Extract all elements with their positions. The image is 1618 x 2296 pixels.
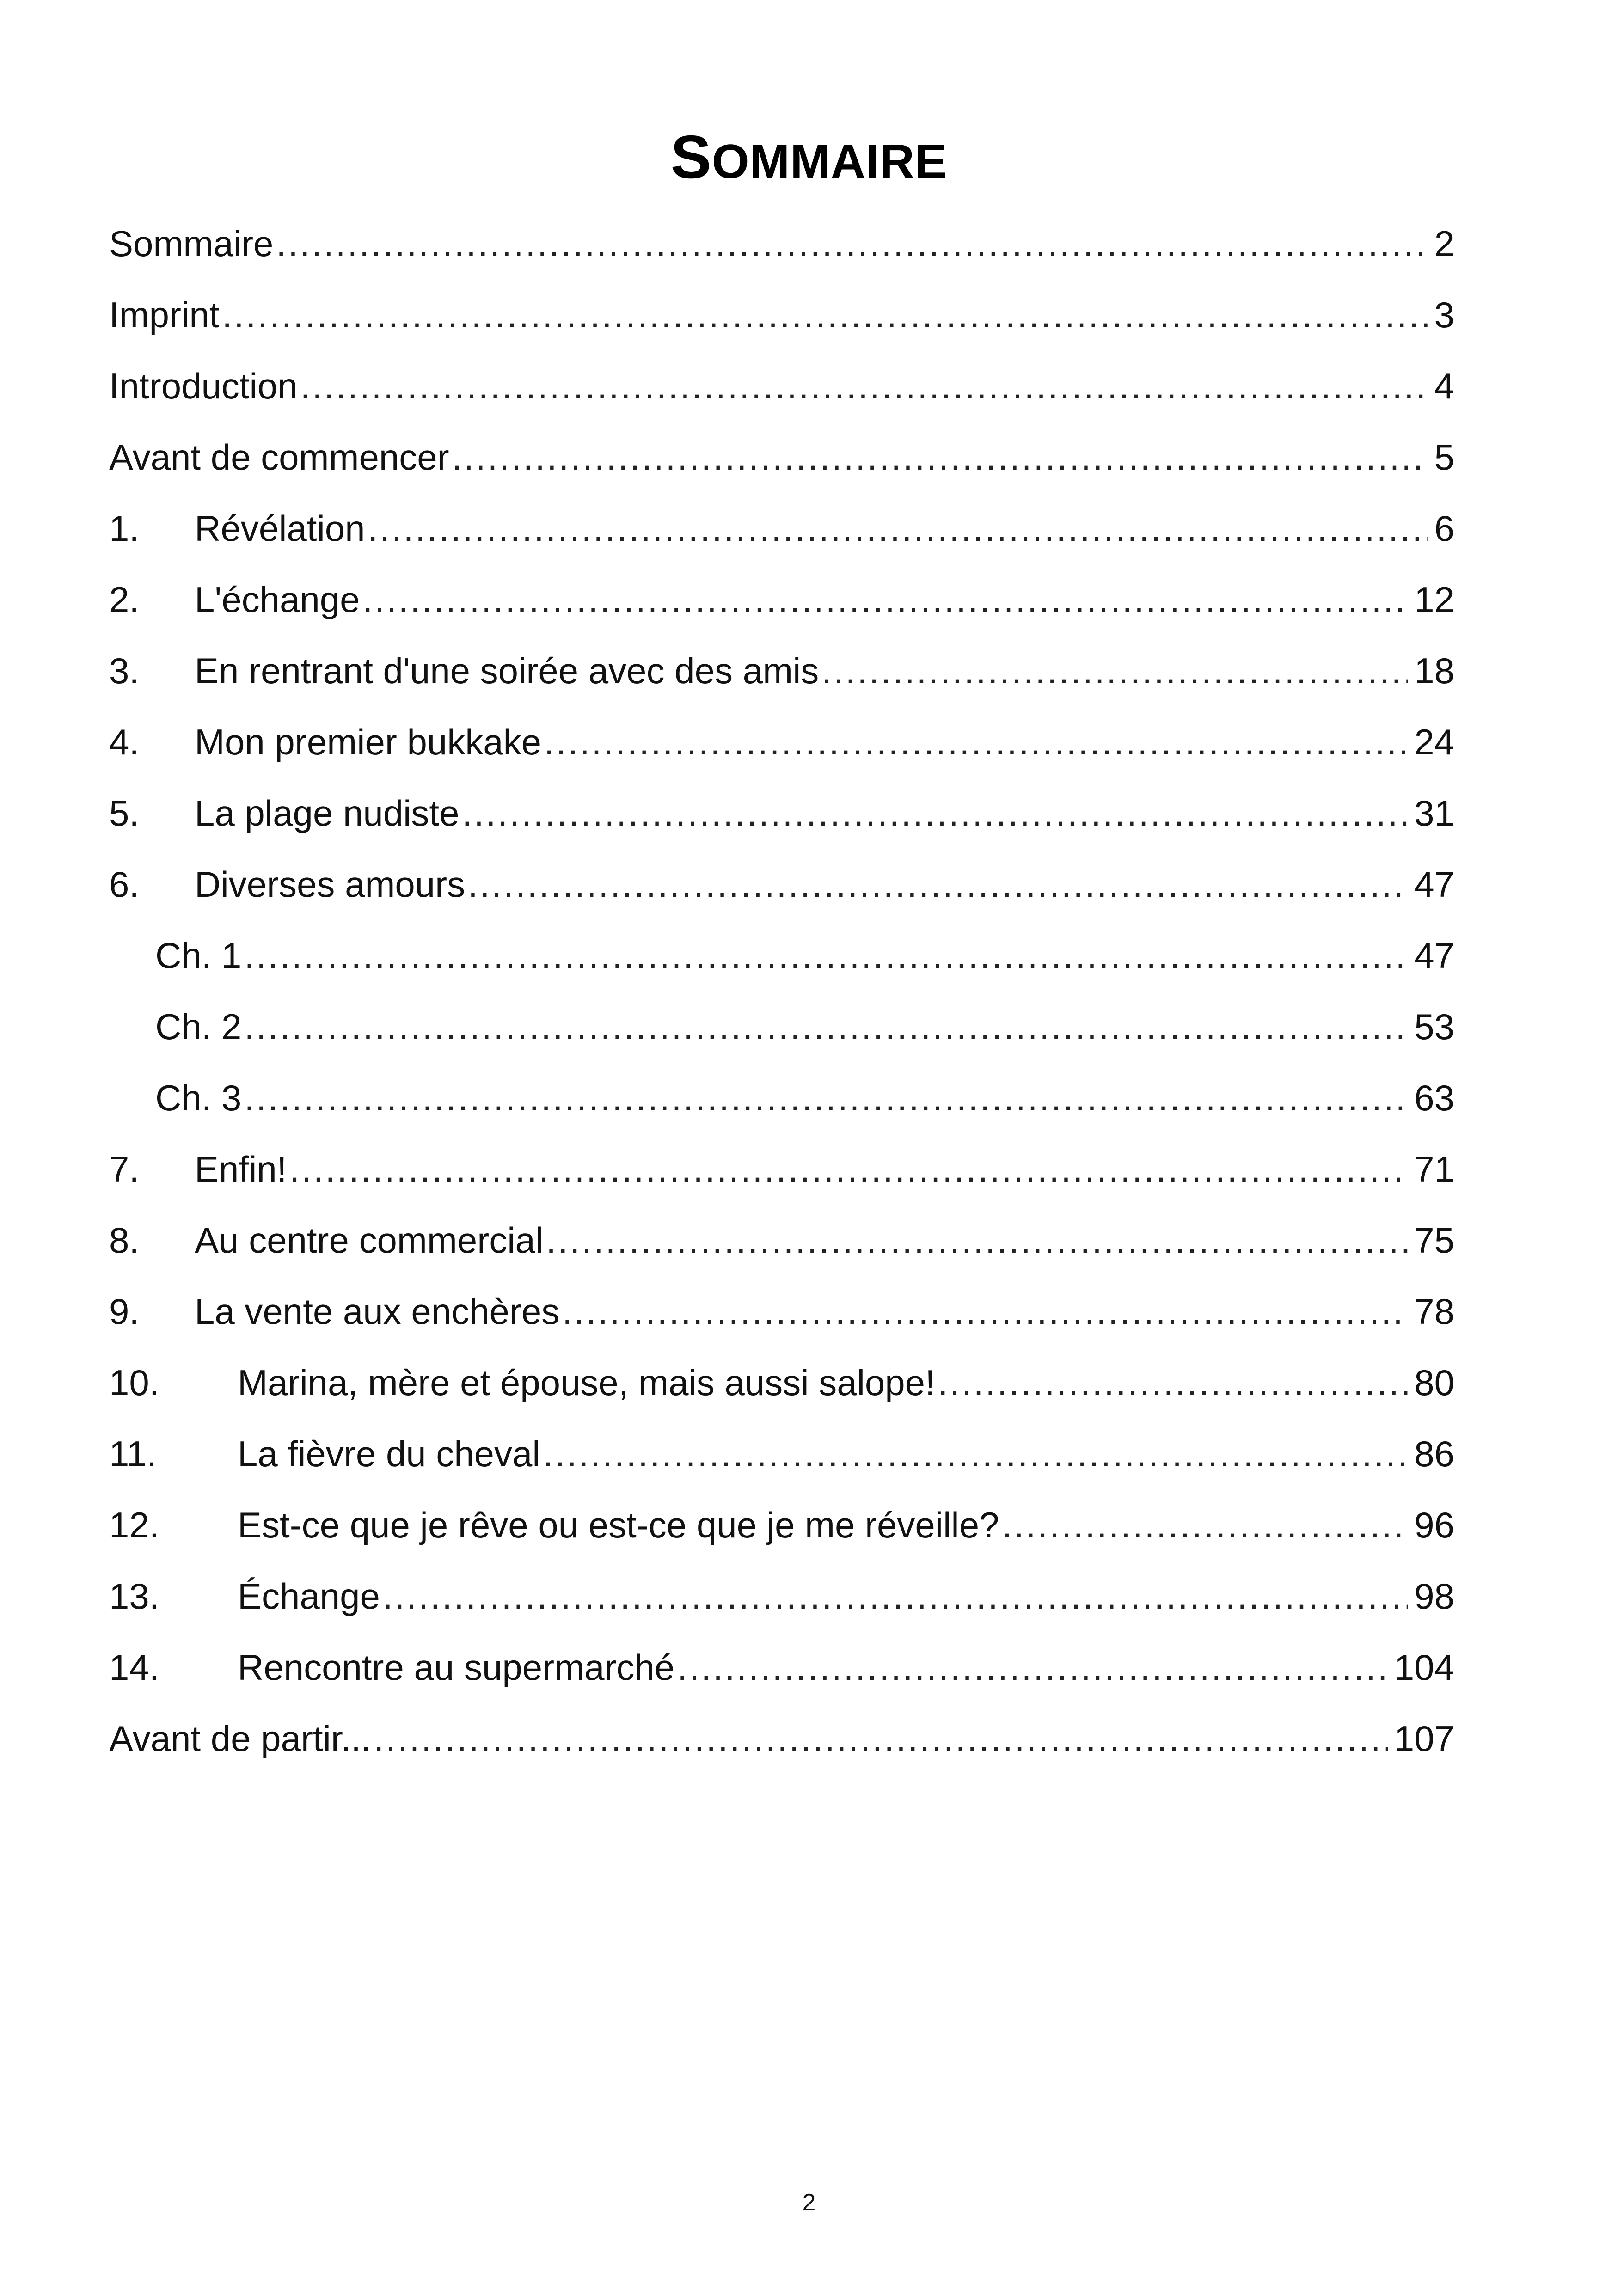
toc-dot-leader: [543, 1418, 1408, 1489]
toc-dot-leader: [222, 279, 1428, 350]
toc-entry[interactable]: [109, 493, 1454, 564]
toc-entry-line: [238, 1561, 1454, 1632]
toc-entry-page-number: 6: [1434, 508, 1454, 549]
toc-entry[interactable]: [109, 1703, 1454, 1774]
toc-entry-page-number: 63: [1414, 1078, 1454, 1118]
toc-entry[interactable]: [109, 564, 1454, 635]
toc-dot-leader: [1002, 1489, 1408, 1561]
toc-dot-leader: [300, 350, 1428, 422]
toc-entry-number: 11.: [109, 1433, 157, 1474]
toc-entry[interactable]: [109, 208, 1454, 279]
table-of-contents: [109, 208, 1454, 1774]
toc-entry-line: [109, 279, 1454, 350]
toc-entry-number: 3.: [109, 650, 140, 691]
toc-entry-page-number: 104: [1394, 1647, 1454, 1688]
toc-entry-line: [238, 1489, 1454, 1561]
toc-entry-page-number: 71: [1414, 1149, 1454, 1189]
toc-entry[interactable]: [109, 1062, 1454, 1133]
toc-dot-leader: [677, 1632, 1388, 1703]
toc-entry-label: Ch. 1: [155, 935, 242, 976]
toc-entry-number: 2.: [109, 579, 140, 620]
toc-entry-label: Révélation: [195, 508, 365, 549]
toc-entry-number: 9.: [109, 1291, 140, 1332]
toc-entry[interactable]: [109, 422, 1454, 493]
toc-entry-label: Avant de commencer: [109, 437, 449, 478]
toc-entry-page-number: 31: [1414, 793, 1454, 833]
toc-entry-line: [155, 1062, 1454, 1133]
toc-entry-line: [238, 1418, 1454, 1489]
toc-entry-line: [195, 1205, 1454, 1276]
toc-dot-leader: [244, 1062, 1408, 1133]
toc-entry-label: Sommaire: [109, 223, 274, 264]
toc-dot-leader: [368, 493, 1428, 564]
toc-entry-page-number: 5: [1434, 437, 1454, 478]
toc-entry-page-number: 4: [1434, 366, 1454, 406]
toc-dot-leader: [562, 1276, 1408, 1347]
toc-entry-line: [155, 920, 1454, 991]
toc-entry-page-number: 18: [1414, 650, 1454, 691]
toc-entry[interactable]: [109, 1632, 1454, 1703]
toc-entry-page-number: 107: [1394, 1718, 1454, 1759]
toc-entry-page-number: 78: [1414, 1291, 1454, 1332]
toc-entry-page-number: 3: [1434, 294, 1454, 335]
toc-entry-page-number: 53: [1414, 1006, 1454, 1047]
toc-entry-line: [155, 991, 1454, 1062]
page-title: [0, 118, 1618, 201]
toc-entry-label: Marina, mère et épouse, mais aussi salope!: [238, 1362, 935, 1403]
toc-entry-number: 4.: [109, 722, 140, 762]
toc-entry[interactable]: [109, 706, 1454, 778]
toc-dot-leader: [452, 422, 1428, 493]
toc-entry-label: La plage nudiste: [195, 793, 460, 833]
page-number: 2: [802, 2189, 816, 2216]
toc-entry-page-number: 47: [1414, 935, 1454, 976]
toc-entry[interactable]: [109, 778, 1454, 849]
toc-dot-leader: [374, 1703, 1388, 1774]
toc-dot-leader: [276, 208, 1428, 279]
toc-entry[interactable]: [109, 1276, 1454, 1347]
toc-entry-label: Rencontre au supermarché: [238, 1647, 675, 1688]
toc-entry-page-number: 47: [1414, 864, 1454, 905]
toc-entry-number: 6.: [109, 864, 140, 905]
toc-entry-line: [195, 778, 1454, 849]
toc-entry-line: [109, 422, 1454, 493]
toc-entry[interactable]: [109, 1347, 1454, 1418]
toc-entry-label: La fièvre du cheval: [238, 1433, 540, 1474]
toc-entry[interactable]: [109, 1205, 1454, 1276]
toc-entry[interactable]: [109, 1133, 1454, 1205]
toc-dot-leader: [244, 920, 1408, 991]
toc-dot-leader: [289, 1133, 1408, 1205]
toc-entry-label: Ch. 3: [155, 1078, 242, 1118]
toc-entry[interactable]: [109, 279, 1454, 350]
toc-dot-leader: [462, 778, 1408, 849]
toc-entry-label: La vente aux enchères: [195, 1291, 560, 1332]
toc-entry-number: 1.: [109, 508, 140, 549]
toc-dot-leader: [938, 1347, 1408, 1418]
toc-entry-page-number: 80: [1414, 1362, 1454, 1403]
toc-entry-page-number: 12: [1414, 579, 1454, 620]
toc-entry[interactable]: [109, 350, 1454, 422]
toc-entry-label: Échange: [238, 1576, 380, 1616]
page-title-rest: OMMAIRE: [711, 135, 948, 189]
toc-entry-number: 5.: [109, 793, 140, 833]
toc-entry-label: Introduction: [109, 366, 298, 406]
toc-entry-page-number: 24: [1414, 722, 1454, 762]
toc-entry-label: L'échange: [195, 579, 360, 620]
toc-entry-page-number: 75: [1414, 1220, 1454, 1261]
toc-entry-line: [195, 706, 1454, 778]
toc-entry-label: Est-ce que je rêve ou est-ce que je me réveille?: [238, 1505, 999, 1545]
toc-entry[interactable]: [109, 635, 1454, 706]
toc-dot-leader: [821, 635, 1408, 706]
toc-entry[interactable]: [109, 1418, 1454, 1489]
toc-entry-page-number: 86: [1414, 1433, 1454, 1474]
toc-entry-number: 10.: [109, 1362, 159, 1403]
toc-entry-line: [109, 1703, 1454, 1774]
toc-dot-leader: [546, 1205, 1408, 1276]
toc-entry-line: [195, 564, 1454, 635]
toc-entry-line: [195, 493, 1454, 564]
toc-entry-label: Enfin!: [195, 1149, 287, 1189]
toc-dot-leader: [383, 1561, 1408, 1632]
toc-entry-label: Ch. 2: [155, 1006, 242, 1047]
toc-entry-label: En rentrant d'une soirée avec des amis: [195, 650, 819, 691]
toc-entry[interactable]: [109, 920, 1454, 991]
toc-entry-label: Mon premier bukkake: [195, 722, 541, 762]
toc-entry-line: [109, 350, 1454, 422]
toc-entry-number: 12.: [109, 1505, 159, 1545]
toc-entry-line: [238, 1347, 1454, 1418]
toc-entry-line: [195, 849, 1454, 920]
toc-entry-line: [195, 635, 1454, 706]
toc-entry-label: Imprint: [109, 294, 220, 335]
toc-entry-number: 13.: [109, 1576, 159, 1616]
toc-entry[interactable]: [109, 849, 1454, 920]
toc-dot-leader: [544, 706, 1408, 778]
toc-entry-line: [195, 1133, 1454, 1205]
toc-entry-label: Diverses amours: [195, 864, 466, 905]
toc-entry-page-number: 96: [1414, 1505, 1454, 1545]
toc-entry[interactable]: [109, 1489, 1454, 1561]
toc-entry-label: Avant de partir...: [109, 1718, 371, 1759]
toc-entry-number: 14.: [109, 1647, 159, 1688]
toc-dot-leader: [244, 991, 1408, 1062]
toc-entry-number: 8.: [109, 1220, 140, 1261]
toc-entry-page-number: 2: [1434, 223, 1454, 264]
toc-entry-line: [195, 1276, 1454, 1347]
toc-entry-line: [109, 208, 1454, 279]
toc-dot-leader: [468, 849, 1408, 920]
toc-entry-page-number: 98: [1414, 1576, 1454, 1616]
toc-entry-line: [238, 1632, 1454, 1703]
toc-dot-leader: [363, 564, 1408, 635]
toc-entry[interactable]: [109, 991, 1454, 1062]
toc-entry-number: 7.: [109, 1149, 140, 1189]
toc-entry[interactable]: [109, 1561, 1454, 1632]
toc-entry-label: Au centre commercial: [195, 1220, 544, 1261]
page-title-initial: S: [670, 123, 712, 191]
